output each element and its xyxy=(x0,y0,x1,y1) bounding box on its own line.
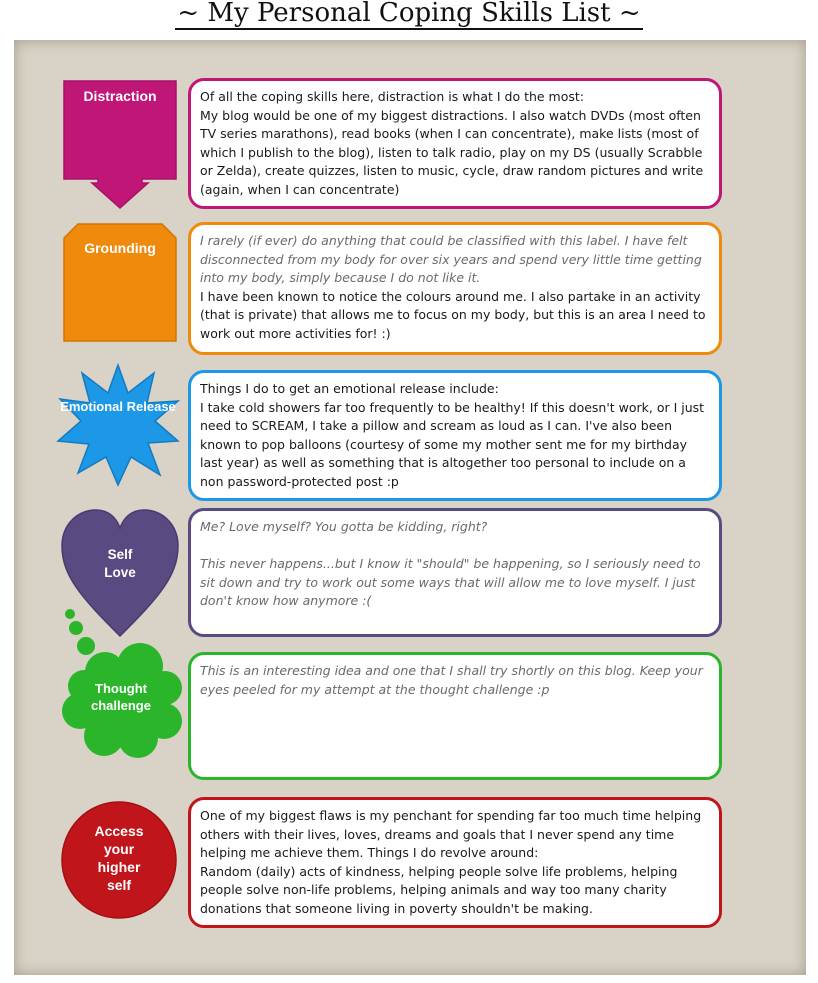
grounding-text-2: I have been known to notice the colours around me. I also partake in an activity (that is private) that allows me to focus on my body, but this is an area I need to work out more activities for! :) xyxy=(200,288,710,341)
higher-self-text-2: Random (daily) acts of kindness, helping people solve life problems, helping people solve non-life problems, helping animals and way too many charity donations that someone living in poverty shouldn't be making. xyxy=(200,863,682,916)
thought-challenge-label: Thought challenge xyxy=(91,681,151,713)
page-title: ~ My Personal Coping Skills List ~ xyxy=(177,0,641,28)
emotional-release-shape xyxy=(56,363,180,487)
grounding-shape xyxy=(62,222,178,343)
self-love-text-3: This never happens...but I know it "should" be happening, so I seriously need to sit down and try to work out some ways that will allow me to love myself. I just don't know how anymore :( xyxy=(200,556,705,609)
higher-self-text-1: One of my biggest flaws is my penchant for spending far too much time helping others with their lives, loves, dreams and goals that I never spend any time helping me achieve them. Things I do revolve around: xyxy=(200,808,706,861)
distraction-shape xyxy=(62,79,178,210)
higher-self-label: Access your higher self xyxy=(94,823,144,893)
distraction-text-2: My blog would be one of my biggest distractions. I also watch DVDs (most often TV series marathons), read books (when I can concentrate), make lists (most of which I publish to the blog), listen to talk radio, play on my DS (usually Scrabble or Zelda), create quizzes, listen to music, cycle, draw random pictures and write (again, when I can concentrate) xyxy=(200,107,708,197)
grounding-text-box xyxy=(188,222,722,355)
distraction-text-1: Of all the coping skills here, distraction is what I do the most: xyxy=(200,89,585,104)
emotional-release-text-box xyxy=(188,370,722,501)
distraction-label: Distraction xyxy=(83,88,157,104)
self-love-text-box xyxy=(188,508,722,637)
emotional-release-text-1: Things I do to get an emotional release include: xyxy=(200,381,499,396)
emotional-release-label: Emotional Release xyxy=(60,399,176,414)
thought-challenge-shape xyxy=(60,608,184,762)
thought-challenge-text-box xyxy=(188,652,722,780)
higher-self-shape xyxy=(60,800,178,920)
higher-self-text-box xyxy=(188,797,722,928)
self-love-text-2 xyxy=(200,537,710,556)
grounding-text-1: I rarely (if ever) do anything that could be classified with this label. I have felt disconnected from my body for over six years and spend very little time getting into my body, simply because I do not like it. xyxy=(200,233,706,286)
emotional-release-text-2: I take cold showers far too frequently to be healthy! If this doesn't work, or I just need to SCREAM, I take a pillow and scream as loud as I can. I've also been known to pop balloons (courtesy of some my mother sent me for my birthday last year) as well as something that is altogether too personal to include on a non password-protected post :p xyxy=(200,399,709,489)
self-love-text-1: Me? Love myself? You gotta be kidding, right? xyxy=(200,519,488,534)
grounding-label: Grounding xyxy=(84,240,156,256)
distraction-text-box xyxy=(188,78,722,209)
starburst-icon xyxy=(56,363,180,487)
thought-challenge-text-1: This is an interesting idea and one that I shall try shortly on this blog. Keep your eyes peeled for my attempt at the thought challenge :p xyxy=(200,663,707,697)
self-love-label: Self Love xyxy=(104,547,136,580)
